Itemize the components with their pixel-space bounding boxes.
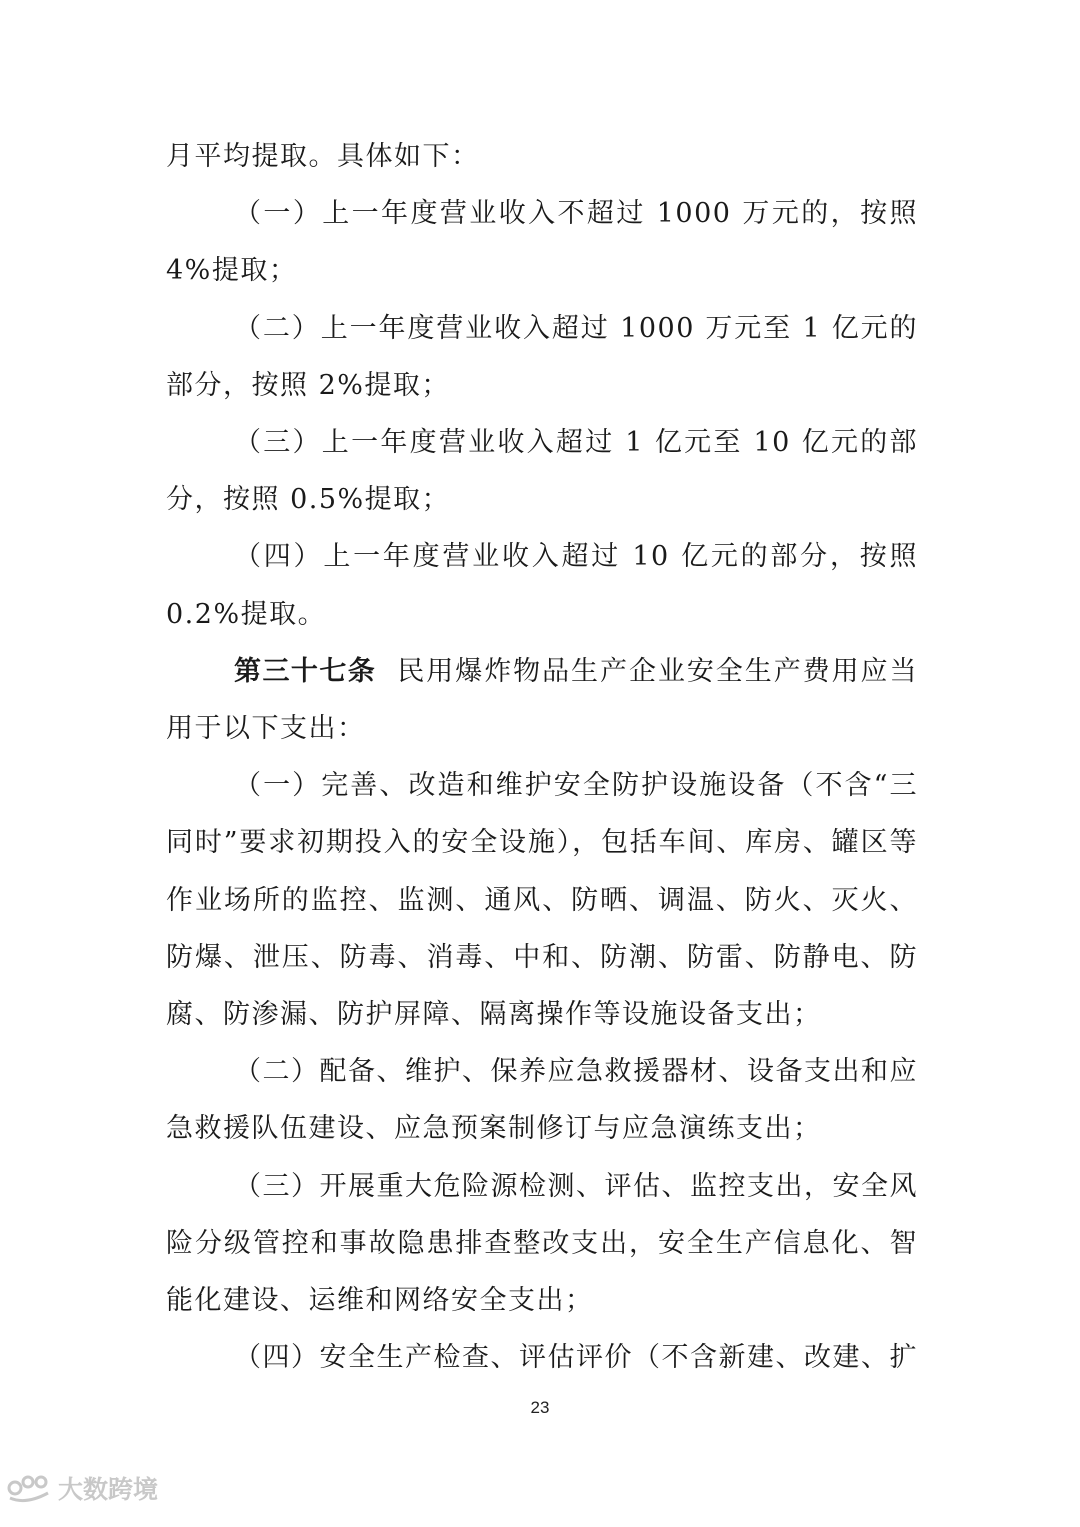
dashuju-logo-icon [6,1471,54,1505]
article-heading: 第三十七条 [234,655,377,687]
article-body: 民用爆炸物品生产企业安全生产费用应当用于以下支出： [166,655,919,745]
expense-item-4: （四）安全生产检查、评估评价（不含新建、改建、扩 [234,1342,918,1374]
paragraph-tier-1: （一）上一年度营业收入不超过 1000 万元的，按照 4%提取； [166,198,918,287]
paragraph-intro: 月平均提取。具体如下： [166,141,480,172]
article-37-paragraph [166,643,918,757]
expense-item-2: （二）配备、维护、保养应急救援器材、设备支出和应急救援队伍建设、应急预案制修订与应急演练支出； [166,1056,918,1145]
page-number: 23 [530,1398,550,1417]
watermark [6,1470,158,1506]
paragraph-tier-2: （二）上一年度营业收入超过 1000 万元至 1 亿元的部分，按照 2%提取； [166,312,918,401]
expense-item-1: （一）完善、改造和维护安全防护设施设备（不含“三同时”要求初期投入的安全设施），包括车间、库房、罐区等作业场所的监控、监测、通风、防晒、调温、防火、灭火、防爆、泄压、防毒、消毒、中和、防潮、防雷、防静电、防腐、防渗漏、防护屏障、隔离操作等设施设备支出； [166,770,918,1031]
expense-item-3: （三）开展重大危险源检测、评估、监控支出，安全风险分级管控和事故隐患排查整改支出，安全生产信息化、智能化建设、运维和网络安全支出； [166,1170,918,1317]
document-body [166,128,918,1386]
watermark-text: 大数跨境 [58,1475,159,1504]
paragraph-tier-3: （三）上一年度营业收入超过 1 亿元至 10 亿元的部分，按照 0.5%提取； [166,427,918,516]
paragraph-tier-4: （四）上一年度营业收入超过 10 亿元的部分，按照 0.2%提取。 [166,541,918,630]
